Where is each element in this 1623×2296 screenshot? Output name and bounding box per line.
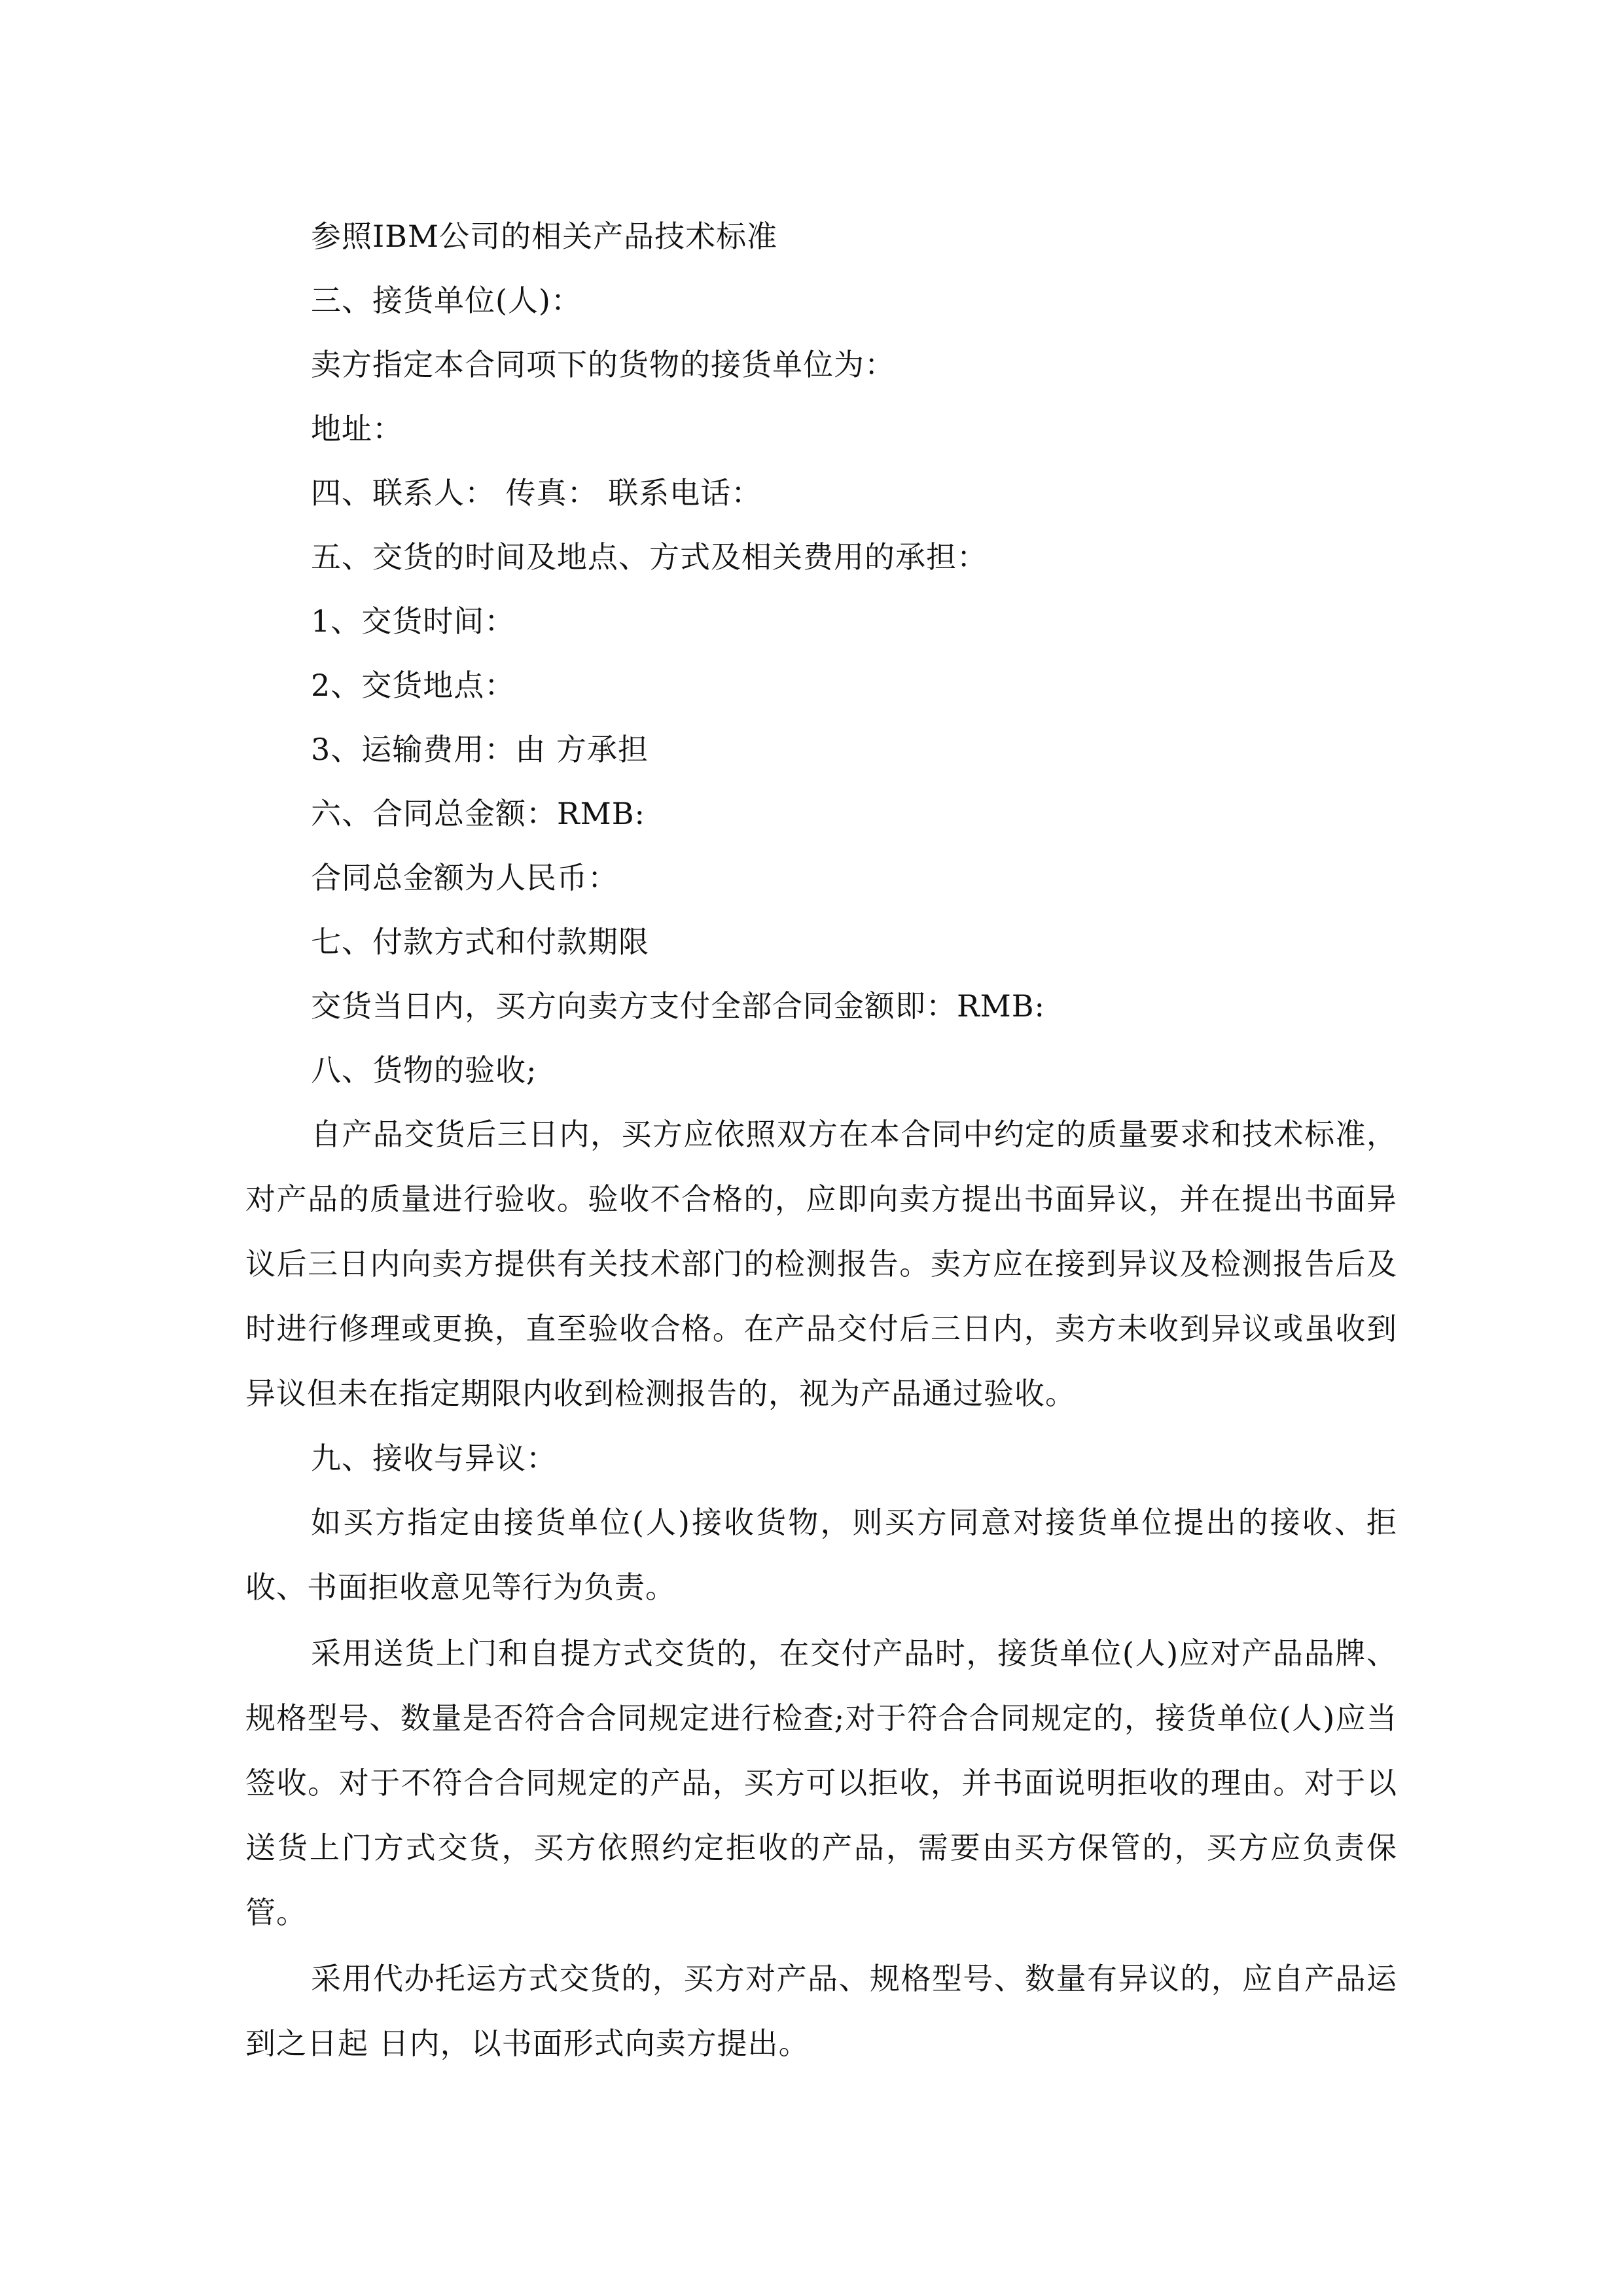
text-line: 地址：	[311, 411, 403, 446]
section-heading: 九、接收与异议：	[311, 1441, 557, 1476]
list-item: 3、运输费用：由 方承担	[311, 732, 649, 767]
paragraph-receiver: 如买方指定由接货单位(人)接收货物，则买方同意对接货单位提出的接收、拒收、书面拒收意见等行为负责。	[245, 1505, 1397, 1605]
text-line: 卖方指定本合同项下的货物的接货单位为：	[311, 347, 895, 382]
section-heading: 五、交货的时间及地点、方式及相关费用的承担：	[311, 539, 988, 575]
section-heading: 七、付款方式和付款期限	[311, 924, 649, 960]
section-heading: 六、合同总金额：RMB:	[311, 796, 646, 831]
section-heading: 八、货物的验收;	[311, 1052, 537, 1088]
paragraph-acceptance: 自产品交货后三日内，买方应依照双方在本合同中约定的质量要求和技术标准，对产品的质量进行验收。验收不合格的，应即向卖方提出书面异议，并在提出书面异议后三日内向卖方提供有关技术部门的检测报告。卖方应在接到异议及检测报告后及时进行修理或更换，直至验收合格。在产品交付后三日内，卖方未收到异议或虽收到异议但未在指定期限内收到检测报告的，视为产品通过验收。	[245, 1117, 1397, 1411]
paragraph-consignment: 采用代办托运方式交货的，买方对产品、规格型号、数量有异议的，应自产品运到之日起 日内，以书面形式向卖方提出。	[245, 1961, 1397, 2061]
list-item: 2、交货地点：	[311, 668, 516, 703]
text-line: 合同总金额为人民币：	[311, 860, 618, 895]
text-line: 交货当日内，买方向卖方支付全部合同金额即：RMB:	[311, 988, 1046, 1024]
text-line: 参照IBM公司的相关产品技术标准	[311, 219, 778, 254]
paragraph-delivery: 采用送货上门和自提方式交货的，在交付产品时，接货单位(人)应对产品品牌、规格型号、数量是否符合合同规定进行检查;对于符合合同规定的，接货单位(人)应当签收。对于不符合合同规定的产品，买方可以拒收，并书面说明拒收的理由。对于以送货上门方式交货，买方依照约定拒收的产品，需要由买方保管的，买方应负责保管。	[245, 1636, 1397, 1930]
section-heading: 三、接货单位(人)：	[311, 283, 582, 318]
document-body	[245, 204, 1397, 2076]
section-heading: 四、联系人： 传真： 联系电话：	[311, 475, 762, 511]
list-item: 1、交货时间：	[311, 603, 516, 639]
